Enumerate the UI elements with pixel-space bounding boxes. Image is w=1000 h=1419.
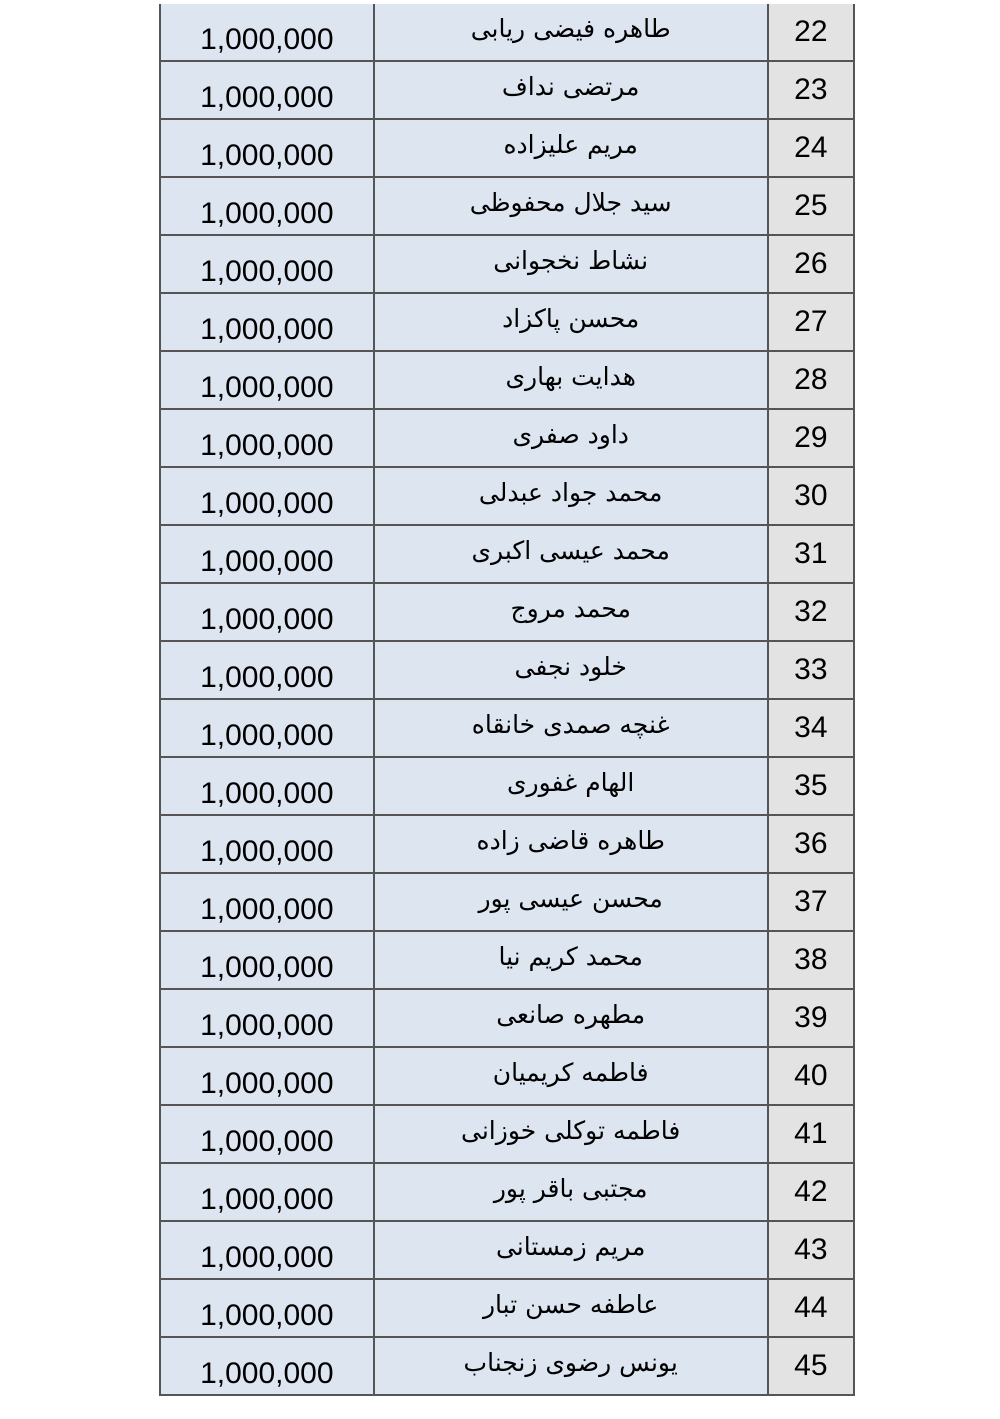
row-number-cell: 36 — [768, 815, 854, 873]
row-number-cell: 31 — [768, 525, 854, 583]
name-cell: محسن پاکزاد — [374, 293, 768, 351]
amount-cell: 1,000,000 — [160, 525, 374, 583]
amount-cell: 1,000,000 — [160, 1105, 374, 1163]
name-cell: سید جلال محفوظی — [374, 177, 768, 235]
amount-cell: 1,000,000 — [160, 4, 374, 61]
name-cell: طاهره قاضی زاده — [374, 815, 768, 873]
table-row — [160, 61, 854, 119]
amount-cell: 1,000,000 — [160, 815, 374, 873]
row-number-cell: 32 — [768, 583, 854, 641]
row-number-cell: 37 — [768, 873, 854, 931]
amount-cell: 1,000,000 — [160, 409, 374, 467]
name-cell: غنچه صمدی خانقاه — [374, 699, 768, 757]
amount-cell: 1,000,000 — [160, 235, 374, 293]
payment-table — [159, 4, 855, 1396]
amount-cell: 1,000,000 — [160, 641, 374, 699]
amount-cell: 1,000,000 — [160, 989, 374, 1047]
row-number-cell: 45 — [768, 1337, 854, 1395]
table-row — [160, 1221, 854, 1279]
amount-cell: 1,000,000 — [160, 467, 374, 525]
name-cell: یونس رضوی زنجناب — [374, 1337, 768, 1395]
table-body — [160, 4, 854, 1395]
row-number-cell: 35 — [768, 757, 854, 815]
row-number-cell: 25 — [768, 177, 854, 235]
name-cell: داود صفری — [374, 409, 768, 467]
name-cell: محمد مروج — [374, 583, 768, 641]
name-cell: طاهره فیضی ریابی — [374, 4, 768, 61]
row-number-cell: 30 — [768, 467, 854, 525]
table-row — [160, 815, 854, 873]
row-number-cell: 40 — [768, 1047, 854, 1105]
table-row — [160, 1337, 854, 1395]
table-row — [160, 699, 854, 757]
amount-cell: 1,000,000 — [160, 1221, 374, 1279]
name-cell: مرتضی نداف — [374, 61, 768, 119]
row-number-cell: 24 — [768, 119, 854, 177]
table-row — [160, 4, 854, 61]
row-number-cell: 38 — [768, 931, 854, 989]
row-number-cell: 42 — [768, 1163, 854, 1221]
table-row — [160, 1279, 854, 1337]
row-number-cell: 23 — [768, 61, 854, 119]
row-number-cell: 22 — [768, 4, 854, 61]
amount-cell: 1,000,000 — [160, 293, 374, 351]
row-number-cell: 34 — [768, 699, 854, 757]
amount-cell: 1,000,000 — [160, 177, 374, 235]
row-number-cell: 28 — [768, 351, 854, 409]
name-cell: الهام غفوری — [374, 757, 768, 815]
row-number-cell: 26 — [768, 235, 854, 293]
table-row — [160, 641, 854, 699]
row-number-cell: 27 — [768, 293, 854, 351]
table-row — [160, 119, 854, 177]
name-cell: مطهره صانعی — [374, 989, 768, 1047]
table-row — [160, 583, 854, 641]
table-row — [160, 1163, 854, 1221]
name-cell: عاطفه حسن تبار — [374, 1279, 768, 1337]
row-number-cell: 39 — [768, 989, 854, 1047]
amount-cell: 1,000,000 — [160, 119, 374, 177]
name-cell: فاطمه توکلی خوزانی — [374, 1105, 768, 1163]
amount-cell: 1,000,000 — [160, 1163, 374, 1221]
row-number-cell: 43 — [768, 1221, 854, 1279]
table-row — [160, 293, 854, 351]
row-number-cell: 41 — [768, 1105, 854, 1163]
name-cell: مریم زمستانی — [374, 1221, 768, 1279]
table-row — [160, 409, 854, 467]
amount-cell: 1,000,000 — [160, 699, 374, 757]
name-cell: فاطمه کریمیان — [374, 1047, 768, 1105]
name-cell: محسن عیسی پور — [374, 873, 768, 931]
name-cell: محمد عیسی اکبری — [374, 525, 768, 583]
amount-cell: 1,000,000 — [160, 1047, 374, 1105]
name-cell: محمد کریم نیا — [374, 931, 768, 989]
table-row — [160, 1047, 854, 1105]
table-row — [160, 235, 854, 293]
name-cell: مجتبی باقر پور — [374, 1163, 768, 1221]
table-row — [160, 351, 854, 409]
table-row — [160, 467, 854, 525]
row-number-cell: 33 — [768, 641, 854, 699]
table-row — [160, 757, 854, 815]
name-cell: نشاط نخجوانی — [374, 235, 768, 293]
amount-cell: 1,000,000 — [160, 583, 374, 641]
amount-cell: 1,000,000 — [160, 1279, 374, 1337]
table-row — [160, 525, 854, 583]
row-number-cell: 44 — [768, 1279, 854, 1337]
table-row — [160, 989, 854, 1047]
table-row — [160, 873, 854, 931]
amount-cell: 1,000,000 — [160, 757, 374, 815]
name-cell: خلود نجفی — [374, 641, 768, 699]
amount-cell: 1,000,000 — [160, 61, 374, 119]
amount-cell: 1,000,000 — [160, 1337, 374, 1395]
table-row — [160, 931, 854, 989]
table-row — [160, 1105, 854, 1163]
amount-cell: 1,000,000 — [160, 873, 374, 931]
name-cell: مریم علیزاده — [374, 119, 768, 177]
name-cell: هدایت بهاری — [374, 351, 768, 409]
amount-cell: 1,000,000 — [160, 351, 374, 409]
amount-cell: 1,000,000 — [160, 931, 374, 989]
table-row — [160, 177, 854, 235]
row-number-cell: 29 — [768, 409, 854, 467]
name-cell: محمد جواد عبدلی — [374, 467, 768, 525]
